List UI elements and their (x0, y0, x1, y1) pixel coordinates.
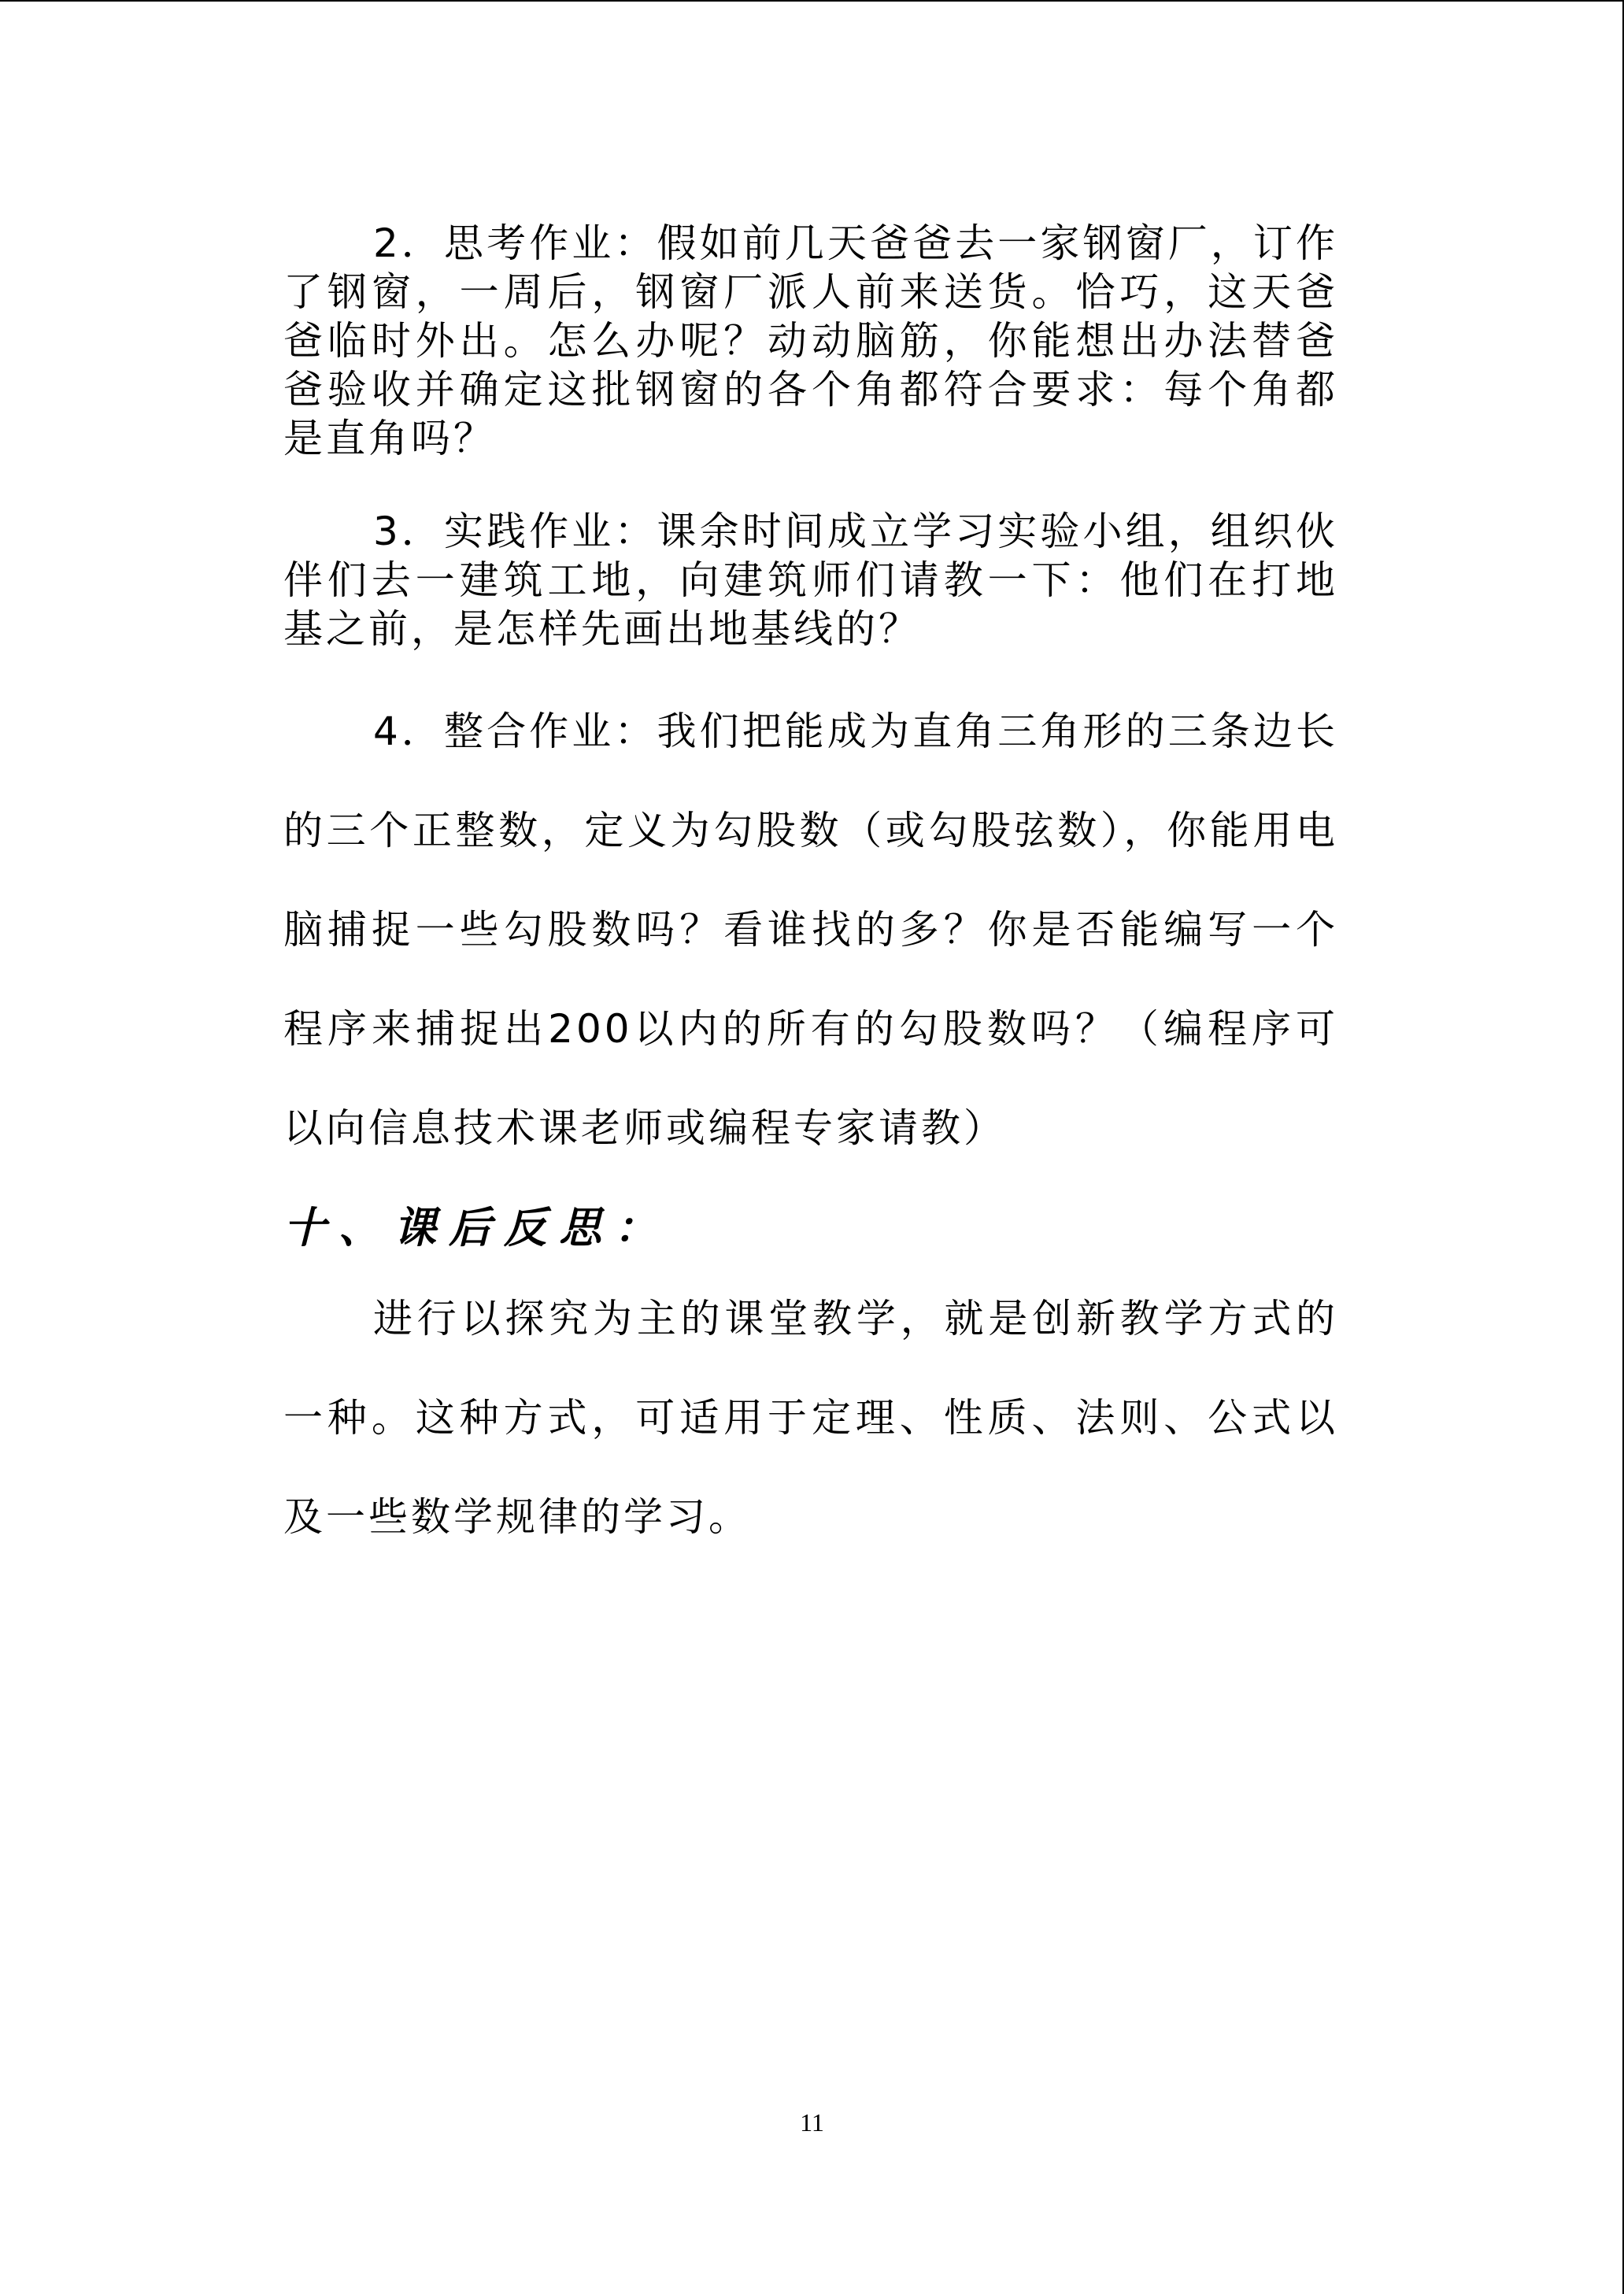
paragraph-thinking-homework: 2．思考作业：假如前几天爸爸去一家钢窗厂，订作了钢窗，一周后，钢窗厂派人前来送货。恰巧，这天爸爸临时外出。怎么办呢？动动脑筋，你能想出办法替爸爸验收并确定这批钢窗的各个角都符合要求：每个角都是直角吗？ (283, 220, 1338, 461)
paragraph-integrated-homework: 4．整合作业：我们把能成为直角三角形的三条边长的三个正整数，定义为勾股数（或勾股弦数），你能用电脑捕捉一些勾股数吗？看谁找的多？你是否能编写一个程序来捕捉出200以内的所有的勾股数吗？（编程序可以向信息技术课老师或编程专家请教） (283, 709, 1338, 1151)
section-heading-reflection: 十、课后反思： (283, 1202, 669, 1252)
page-number: 11 (800, 2108, 824, 2137)
paragraph-practice-homework: 3．实践作业：课余时间成立学习实验小组，组织伙伴们去一建筑工地，向建筑师们请教一下：他们在打地基之前，是怎样先画出地基线的？ (283, 509, 1338, 652)
paragraph-reflection: 进行以探究为主的课堂教学，就是创新教学方式的一种。这种方式，可适用于定理、性质、法则、公式以及一些数学规律的学习。 (283, 1296, 1338, 1540)
